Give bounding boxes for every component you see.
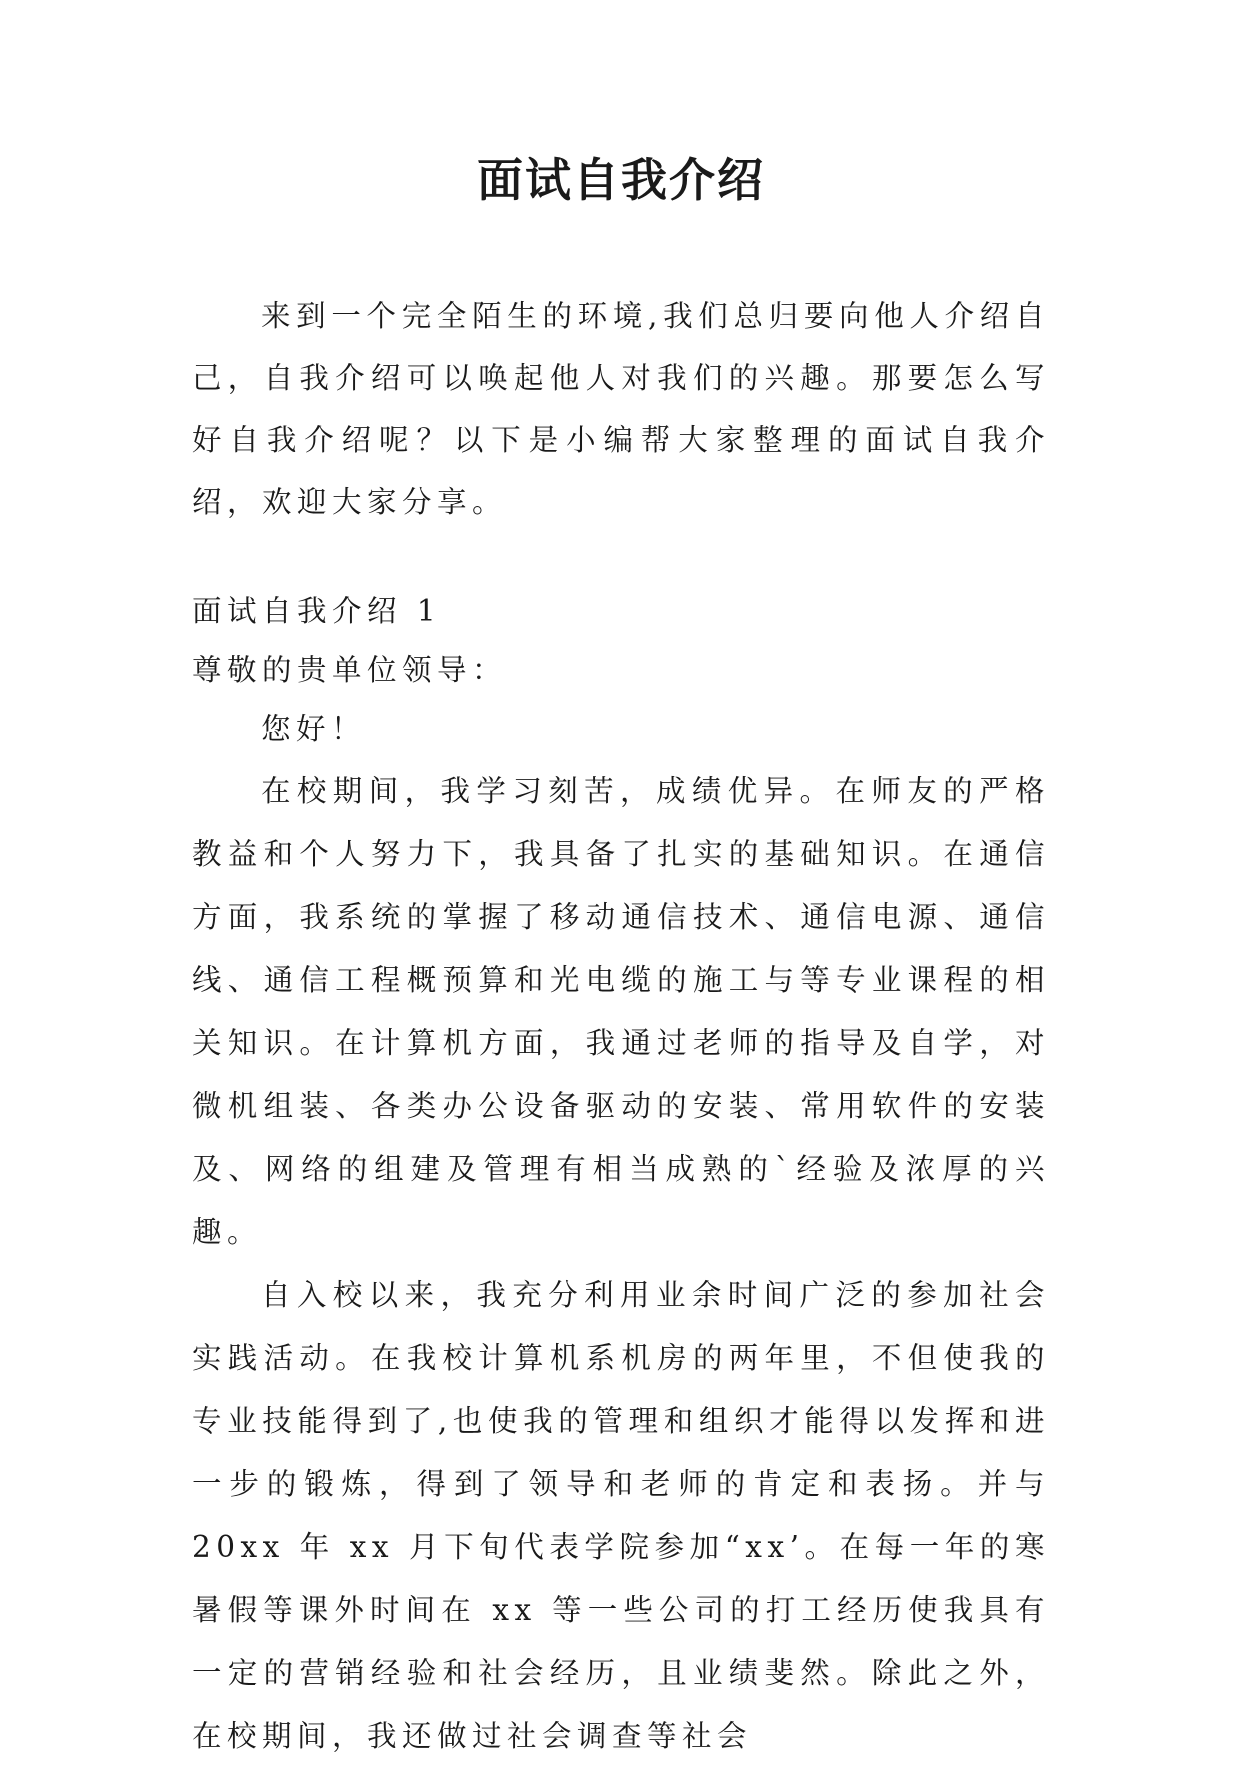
intro-paragraph: 来到一个完全陌生的环境,我们总归要向他人介绍自己，自我介绍可以唤起他人对我们的兴趣。那要怎么写好自我介绍呢？以下是小编帮大家整理的面试自我介绍，欢迎大家分享。 [192,299,1050,519]
body-paragraph-1: 在校期间，我学习刻苦，成绩优异。在师友的严格教益和个人努力下，我具备了扎实的基础知识。在通信方面，我系统的掌握了移动通信技术、通信电源、通信线、通信工程概预算和光电缆的施工与等专业课程的相关知识。在计算机方面，我通过老师的指导及自学，对微机组装、各类办公设备驱动的安装、常用软件的安装及、网络的组建及管理有相当成熟的`经验及浓厚的兴趣。 [192,774,1050,1249]
intro-block [192,285,1050,533]
letter-body [192,580,1050,1768]
section-heading: 面试自我介绍 1 [192,594,442,628]
document-title: 面试自我介绍 [477,153,765,207]
body-paragraph-2: 自入校以来，我充分利用业余时间广泛的参加社会实践活动。在我校计算机系机房的两年里，不但使我的专业技能得到了,也使我的管理和组织才能得以发挥和进一步的锻炼，得到了领导和老师的肯定和表扬。并与 20xx 年 xx 月下旬代表学院参加“xx’。在每一年的寒暑假等课外时间在 xx 等一些公司的打工经历使我具有一定的营销经验和社会经历，且业绩斐然。除此之外，在校期间，我还做过社会调查等社会 [192,1278,1050,1753]
salutation: 尊敬的贵单位领导： [192,653,508,687]
greeting: 您好！ [261,712,367,746]
